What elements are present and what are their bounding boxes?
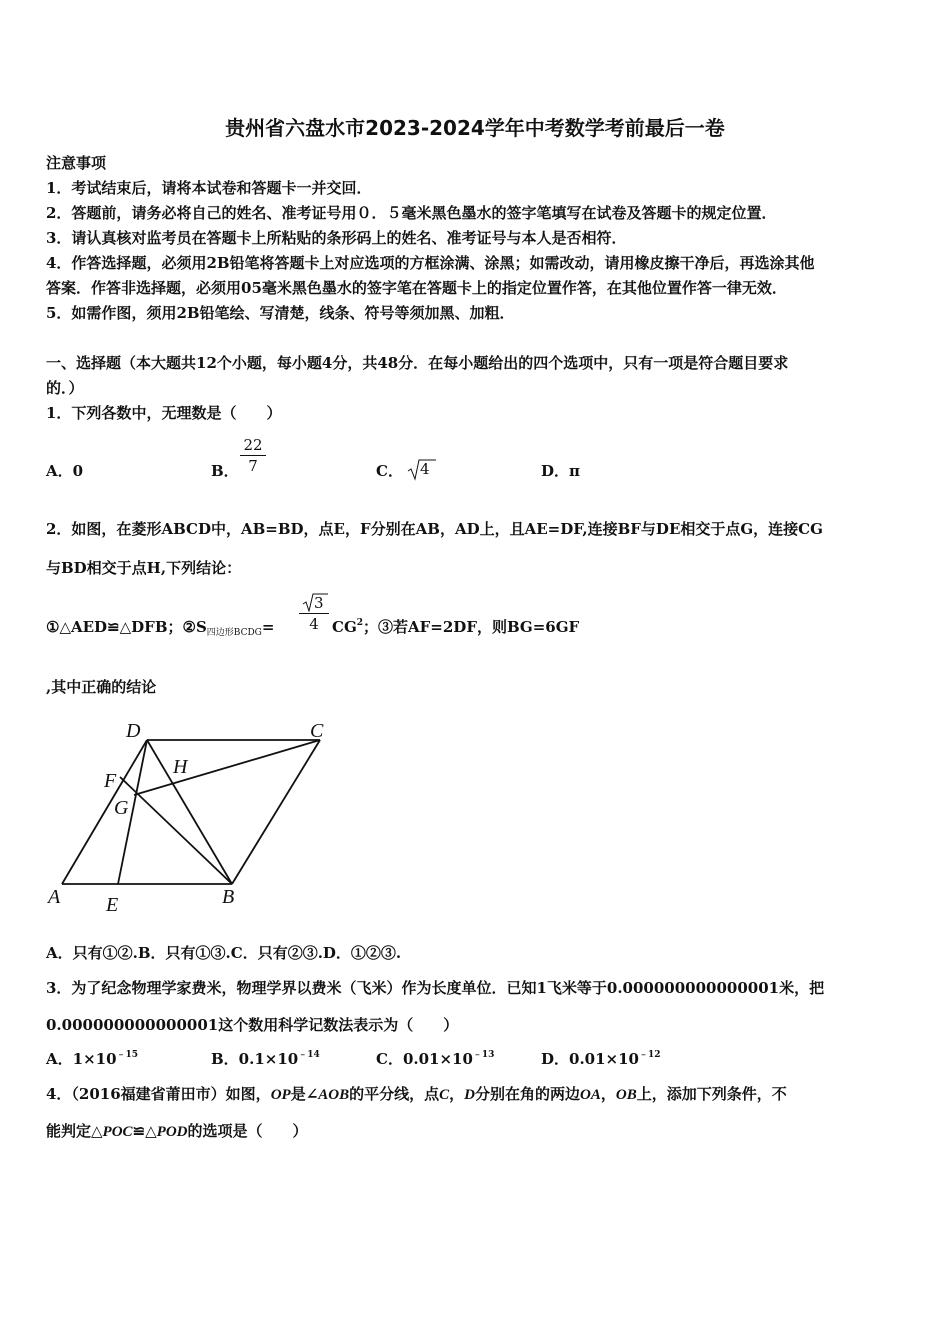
segment-fb [120, 777, 232, 884]
notice-heading: 注意事项 [46, 154, 107, 172]
math-oa: OA [580, 1087, 601, 1103]
text: 分别在角的两边 [475, 1085, 581, 1103]
text: 是∠ [290, 1085, 319, 1103]
exponent: ﹣14 [298, 1050, 320, 1060]
q1-option-b-label: B． [211, 462, 239, 480]
text: 能判定△ [46, 1122, 103, 1140]
q4-stem-cont [46, 1120, 308, 1141]
q1-option-a: A．0 [46, 462, 84, 480]
math-c: C [439, 1087, 450, 1103]
q1-option-b-fraction [240, 436, 266, 475]
point-a-label: A [48, 886, 61, 908]
text: 上，添加下列条件，不 [636, 1085, 787, 1103]
page-title: 贵州省六盘水市2023-2024学年中考数学考前最后一卷 [225, 116, 725, 140]
q2-conclusions-cont [332, 616, 579, 637]
option-text: D．0.01×10 [541, 1050, 639, 1068]
q2-tail: ,其中正确的结论 [46, 678, 157, 696]
equals-sign: = [261, 618, 275, 636]
point-f-label: F [104, 770, 117, 792]
math-pod: POD [156, 1124, 188, 1140]
cg-term: CG [332, 618, 357, 636]
segment-ad [62, 740, 147, 884]
math-aob: AOB [318, 1087, 350, 1103]
text: ≌△ [132, 1122, 157, 1140]
fraction-denominator: 4 [309, 615, 319, 633]
fraction-numerator: 22 [243, 436, 263, 454]
q3-option-a [46, 1048, 138, 1069]
rhombus-figure [40, 715, 340, 920]
q1-stem: 1．下列各数中，无理数是（ ） [46, 404, 282, 422]
exponent: ﹣15 [116, 1050, 139, 1060]
segment-db [147, 740, 232, 884]
option-text: B．0.1×10 [211, 1050, 299, 1068]
math-d: D [464, 1087, 475, 1103]
exponent: ﹣13 [472, 1050, 495, 1060]
notice-item: 答案．作答非选择题，必须用05毫米黑色墨水的签字笔在答题卡上的指定位置作答，在其他位置作答一律无效． [46, 279, 787, 297]
point-e-label: E [106, 894, 119, 916]
exponent: ﹣12 [638, 1050, 661, 1060]
text: ， [600, 1085, 616, 1103]
text: 的选项是（ ） [187, 1122, 308, 1140]
conclusion-1: ①△AED≌△DFB；②S [46, 618, 207, 636]
conclusion-3: ；③若AF=2DF，则BG=6GF [363, 618, 580, 636]
notice-item: 3．请认真核对监考员在答题卡上所粘贴的条形码上的姓名、准考证号与本人是否相符． [46, 229, 627, 247]
text: 的平分线，点 [349, 1085, 440, 1103]
q2-stem: 2．如图，在菱形ABCD中，AB=BD，点E，F分别在AB，AD上，且AE=DF,连接BF与DE相交于点G，连接CG [46, 520, 823, 538]
fraction-numerator: 3 [314, 594, 324, 612]
math-poc: POC [102, 1124, 133, 1140]
point-c-label: C [310, 720, 324, 742]
math-ob: OB [615, 1087, 637, 1103]
q4-stem [46, 1083, 787, 1104]
text: 4．（2016福建省莆田市）如图， [46, 1085, 271, 1103]
q2-options: A．只有①②.B．只有①③.C．只有②③.D．①②③. [46, 944, 402, 962]
point-h-label: H [173, 756, 188, 778]
math-op: OP [270, 1087, 291, 1103]
point-b-label: B [222, 886, 235, 908]
exponent: 2 [356, 618, 364, 628]
q2-conclusions [46, 616, 274, 637]
fraction-denominator: 7 [248, 457, 258, 475]
notice-item: 1．考试结束后，请将本试卷和答题卡一并交回． [46, 179, 372, 197]
q3-option-d [541, 1048, 661, 1069]
q1-option-c-label: C． [376, 462, 403, 480]
section-heading: 一、选择题（本大题共12个小题，每小题4分，共48分．在每小题给出的四个选项中，只有一项是符合题目要求 [46, 354, 789, 372]
point-g-label: G [114, 797, 129, 819]
point-d-label: D [126, 720, 141, 742]
notice-item: 5．如需作图，须用2B铅笔绘、写清楚，线条、符号等须加黑、加粗． [46, 304, 515, 322]
q3-option-b [211, 1048, 320, 1069]
q3-option-c [376, 1048, 494, 1069]
q3-stem: 3．为了纪念物理学家费米，物理学界以费米（飞米）作为长度单位．已知1飞米等于0.000000000000001米，把 [46, 979, 825, 997]
q3-stem-cont: 0.000000000000001这个数用科学记数法表示为（ ） [46, 1016, 459, 1034]
text: ， [449, 1085, 465, 1103]
q1-option-d: D．π [541, 462, 580, 480]
notice-item: 4．作答选择题，必须用2B铅笔将答题卡上对应选项的方框涂满、涂黑；如需改动，请用橡皮擦干净后，再选涂其他 [46, 254, 815, 272]
sqrt3-over-4-fraction [299, 592, 329, 633]
option-text: C．0.01×10 [376, 1050, 473, 1068]
radicand: 4 [420, 460, 430, 478]
q2-stem-cont: 与BD相交于点H,下列结论： [46, 559, 242, 577]
area-subscript: 四边形BCDG [206, 628, 262, 638]
notice-item: 2．答题前，请务必将自己的姓名、准考证号用０．５毫米黑色墨水的签字笔填写在试卷及答题卡的规定位置． [46, 204, 777, 222]
section-heading-cont: 的．） [46, 379, 84, 397]
option-text: A．1×10 [46, 1050, 117, 1068]
